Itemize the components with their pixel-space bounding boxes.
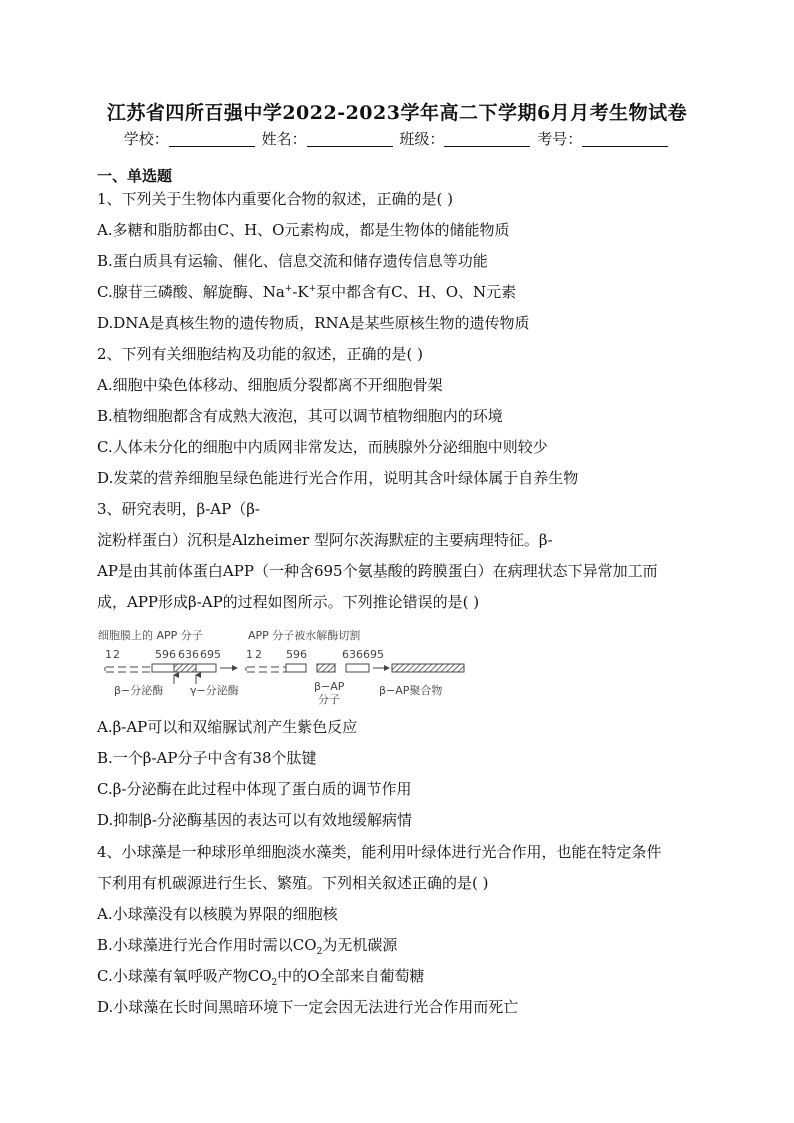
- fig-beta-enzyme: β−分泌酶: [114, 684, 164, 697]
- exam-title: 江苏省四所百强中学2022-2023学年高二下学期6月月考生物试卷: [106, 102, 688, 124]
- student-info-row: [0, 128, 794, 149]
- fig-num-695: 695: [200, 648, 221, 661]
- q4-option-c: [97, 966, 425, 986]
- q3-option-c: C.β-分泌酶在此过程中体现了蛋白质的调节作用: [97, 780, 412, 798]
- q1-option-a: A.多糖和脂肪都由C、H、O元素构成，都是生物体的储能物质: [97, 221, 510, 239]
- section-heading: 一、单选题: [97, 167, 173, 185]
- fig-app-chain: [105, 664, 216, 684]
- q3-option-d: D.抑制β-分泌酶基因的表达可以有效地缓解病情: [97, 811, 413, 829]
- q4-b-pre: B.小球藻进行光合作用时需以CO: [97, 936, 317, 954]
- fig-num-1: 1: [105, 648, 112, 661]
- fig-bap-label-2: 分子: [318, 693, 340, 706]
- q3-stem-line3: AP是由其前体蛋白APP（一种含695个氨基酸的跨膜蛋白）在病理状态下异常加工而: [97, 562, 658, 580]
- q4-option-a: A.小球藻没有以核膜为界限的细胞核: [97, 905, 338, 923]
- fig-num-636: 636: [178, 648, 199, 661]
- fig-gamma-enzyme: γ−分泌酶: [190, 684, 239, 697]
- fig-right-num-596: 596: [286, 648, 307, 661]
- q3-stem-line2: 淀粉样蛋白）沉积是Alzheimer 型阿尔茨海默症的主要病理特征。β-: [97, 531, 553, 549]
- name-label: 姓名：: [261, 130, 307, 148]
- fig-label-right: APP 分子被水解酶切割: [248, 629, 361, 642]
- q3-stem-line1: 3、研究表明，β-AP（β-: [97, 500, 260, 518]
- number-blank[interactable]: [582, 132, 668, 147]
- q1-c-pre: C.腺苷三磷酸、解旋酶、Na: [97, 283, 285, 301]
- q3-stem-line4: 成，APP形成β-AP的过程如图所示。下列推论错误的是( ): [97, 593, 480, 611]
- fig-num-596: 596: [155, 648, 176, 661]
- q1-option-c: [97, 282, 516, 302]
- fig-right-num-2: 2: [255, 648, 262, 661]
- q1-c-mid: -K: [292, 283, 309, 301]
- fig-aggregate: [392, 664, 464, 672]
- fig-right-num-1: 1: [246, 648, 253, 661]
- q1-c-sup1: +: [284, 284, 293, 294]
- school-blank[interactable]: [169, 132, 255, 147]
- q4-b-sub: 2: [316, 947, 323, 957]
- q4-c-pre: C.小球藻有氧呼吸产物CO: [97, 967, 272, 985]
- q1-c-sup2: +: [308, 284, 317, 294]
- q4-c-sub: 2: [271, 978, 278, 988]
- fig-aggregate-label: β−AP聚合物: [379, 684, 443, 697]
- school-label: 学校：: [123, 130, 169, 148]
- fig-label-left: 细胞膜上的 APP 分子: [98, 629, 203, 642]
- q4-c-post: 中的O全部来自葡萄糖: [277, 967, 425, 985]
- q1-option-b: B.蛋白质具有运输、催化、信息交流和储存遗传信息等功能: [97, 252, 488, 270]
- q4-option-b: [97, 935, 397, 955]
- q3-option-a: A.β-AP可以和双缩脲试剂产生紫色反应: [97, 718, 358, 736]
- app-processing-figure: [96, 626, 476, 706]
- q2-option-c: C.人体未分化的细胞中内质网非常发达，而胰腺外分泌细胞中则较少: [97, 438, 548, 456]
- q4-option-d: D.小球藻在长时间黑暗环境下一定会因无法进行光合作用而死亡: [97, 998, 519, 1016]
- q1-option-d: D.DNA是真核生物的遗传物质，RNA是某些原核生物的遗传物质: [97, 314, 530, 332]
- fig-bap-label: β−AP: [314, 680, 345, 693]
- class-label: 班级：: [399, 130, 445, 148]
- class-blank[interactable]: [444, 132, 530, 147]
- fig-num-2: 2: [113, 648, 120, 661]
- q2-option-a: A.细胞中染色体移动、细胞质分裂都离不开细胞骨架: [97, 376, 443, 394]
- q4-stem-line2: 下利用有机碳源进行生长、繁殖。下列相关叙述正确的是( ): [97, 874, 489, 892]
- fig-right-num-636695: 636695: [342, 648, 384, 661]
- q2-option-b: B.植物细胞都含有成熟大液泡，其可以调节植物细胞内的环境: [97, 407, 503, 425]
- name-blank[interactable]: [307, 132, 393, 147]
- q2-option-d: D.发菜的营养细胞呈绿色能进行光合作用，说明其含叶绿体属于自养生物: [97, 469, 579, 487]
- fig-cleaved-fragments: [246, 664, 369, 672]
- q4-stem-line1: 4、小球藻是一种球形单细胞淡水藻类，能利用叶绿体进行光合作用，也能在特定条件: [97, 843, 662, 861]
- q3-option-b: B.一个β-AP分子中含有38个肽键: [97, 749, 317, 767]
- number-label: 考号：: [537, 130, 583, 148]
- q1-stem: 1、下列关于生物体内重要化合物的叙述，正确的是( ): [97, 190, 454, 208]
- q1-c-post: 泵中都含有C、H、O、N元素: [316, 283, 517, 301]
- q4-b-post: 为无机碳源: [322, 936, 398, 954]
- q2-stem: 2、下列有关细胞结构及功能的叙述，正确的是( ): [97, 345, 424, 363]
